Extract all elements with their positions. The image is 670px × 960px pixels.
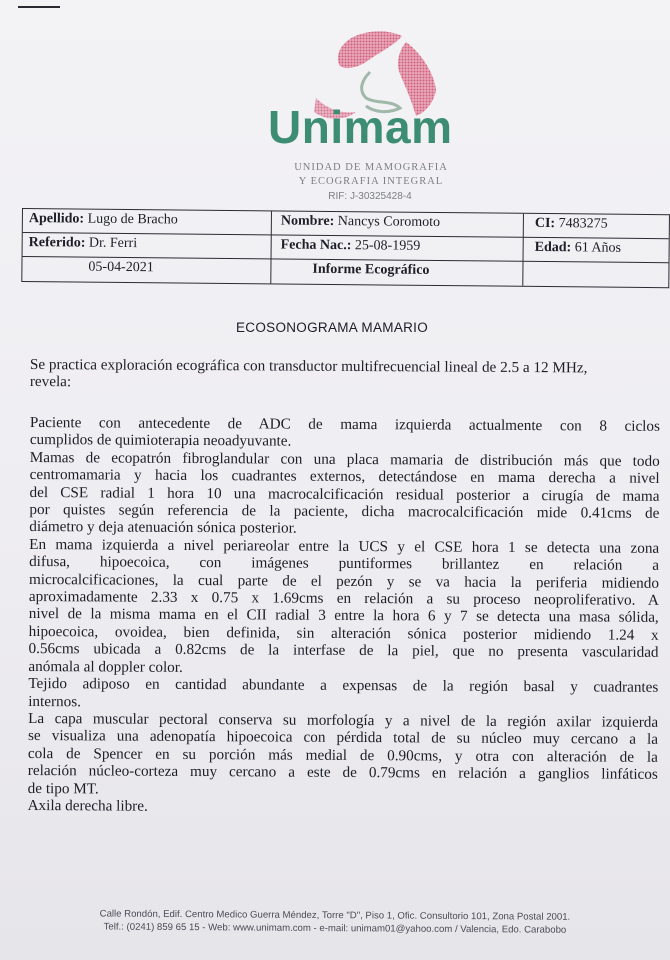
text-line: Axila derecha libre.	[27, 796, 148, 815]
nombre-value: Nancys Coromoto	[337, 214, 441, 231]
text-line: Mamas de ecopatrón fibroglandular con una placa mamaria de distribución más que todo	[29, 448, 660, 470]
text-line: de tipo MT.	[27, 779, 99, 797]
text-line: diámetro y deja atenuación sónica posterior.	[29, 518, 297, 538]
text-line: revela:	[29, 373, 72, 391]
brand-name: Unimam	[268, 101, 453, 153]
text-line: anómala al doppler color.	[28, 657, 183, 676]
text-line: internos.	[28, 692, 82, 710]
table-row	[22, 256, 668, 287]
fecha-nac-field	[281, 237, 421, 254]
apellido-label: Apellido:	[28, 211, 85, 227]
edad-label: Edad:	[534, 239, 572, 256]
text-line: aproximadamente 2.33 x 0.75 x 1.69cms en relación a su proceso neoproliferativo. A	[28, 588, 659, 609]
text-line: se visualiza una adenopatía hipoecoica con pérdida total de su núcleo muy cercano a la	[27, 727, 659, 749]
text-line: En mama izquierda a nivel periareolar entre la UCS y el CSE hora 1 se detecta una zona	[29, 535, 660, 557]
corner-mark	[18, 6, 60, 8]
referido-field	[29, 235, 138, 252]
edad-value: 61 Años	[574, 240, 622, 256]
ci-label: CI:	[534, 215, 556, 232]
text-line: La capa muscular pectoral conserva su morfología y a nivel de la región axilar izquierda	[28, 709, 659, 731]
referido-label: Referido:	[28, 235, 86, 251]
report-title: ECOSONOGRAMA MAMARIO	[236, 320, 429, 335]
text-line: nivel de la misma mama en el CII radial 3 entre la hora 6 y 7 se detecta una masa sólida,	[28, 605, 659, 627]
letterhead-subtitle: UNIDAD DE MAMOGRAFIA	[294, 162, 448, 173]
text-line: Se practica exploración ecográfica con transductor multifrecuencial lineal de 2.5 a 12 MHz,	[29, 356, 588, 377]
report-date: 05-04-2021	[88, 259, 154, 276]
rif-number: RIF: J-30325428-4	[328, 191, 412, 202]
footer-contact: Telf.: (0241) 859 65 15 - Web: www.unimam.com - e-mail: unimam01@yahoo.com / Valencia, Edo. Carabobo	[103, 921, 567, 936]
text-line: microcalcificaciones, la cual parte de el pezón y se va hacia la periferia midiendo	[28, 570, 660, 592]
ci-field	[535, 216, 608, 233]
text-line: Paciente con antecedente de ADC de mama izquierda actualmente con 8 ciclos	[29, 414, 660, 435]
report-type: Informe Ecográfico	[312, 261, 430, 278]
fecha-nac-value: 25-08-1959	[354, 238, 421, 254]
nombre-field	[281, 213, 440, 231]
apellido-field	[29, 211, 178, 228]
text-line: por quistes según referencia de la paciente, dicha macrocalcificación mide 0.41cms de	[29, 501, 660, 522]
referido-value: Dr. Ferri	[88, 235, 138, 252]
text-line: centromamaria y hacia los cuadrantes externos, detectándose en mama derecha a nivel	[29, 466, 660, 488]
report-body	[28, 414, 660, 818]
text-line: cumplidos de quimioterapia neoadyuvante.	[29, 431, 292, 451]
text-line: cola de Spencer en su porción más medial de 0.90cms, y otra con alteración de la	[27, 744, 658, 766]
apellido-value: Lugo de Bracho	[87, 211, 178, 228]
fecha-nac-label: Fecha Nac.:	[280, 237, 352, 254]
text-line: Tejido adiposo en cantidad abundante a expensas de la región basal y cuadrantes	[28, 675, 659, 696]
ci-value: 7483275	[558, 216, 608, 232]
text-line: difusa, hipoecoica, con imágenes puntiformes brillantez en relación a	[29, 553, 660, 575]
edad-field	[535, 240, 622, 257]
text-line: hipoecoica, ovoidea, bien definida, sin alteración sónica posterior midiendo 1.24 x	[28, 622, 659, 644]
text-line: del CSE radial 1 hora 10 una macrocalcificación residual posterior a cirugía de mama	[29, 483, 660, 505]
nombre-label: Nombre:	[280, 213, 335, 229]
report-intro	[30, 356, 660, 395]
letterhead-subtitle: Y ECOGRAFIA INTEGRAL	[298, 176, 444, 187]
patient-info-table	[21, 208, 670, 288]
text-line: relación núcleo-corteza muy cercano a este de 0.79cms en relación a ganglios linfáticos	[27, 762, 658, 783]
text-line: 0.56cms ubicada a 0.82cms de la interfase de la piel, que no presenta vascularidad	[28, 640, 659, 662]
footer-address: Calle Rondón, Edif. Centro Medico Guerra Méndez, Torre "D", Piso 1, Ofic. Consultorio 101, Zona Postal 2001.	[99, 908, 571, 923]
